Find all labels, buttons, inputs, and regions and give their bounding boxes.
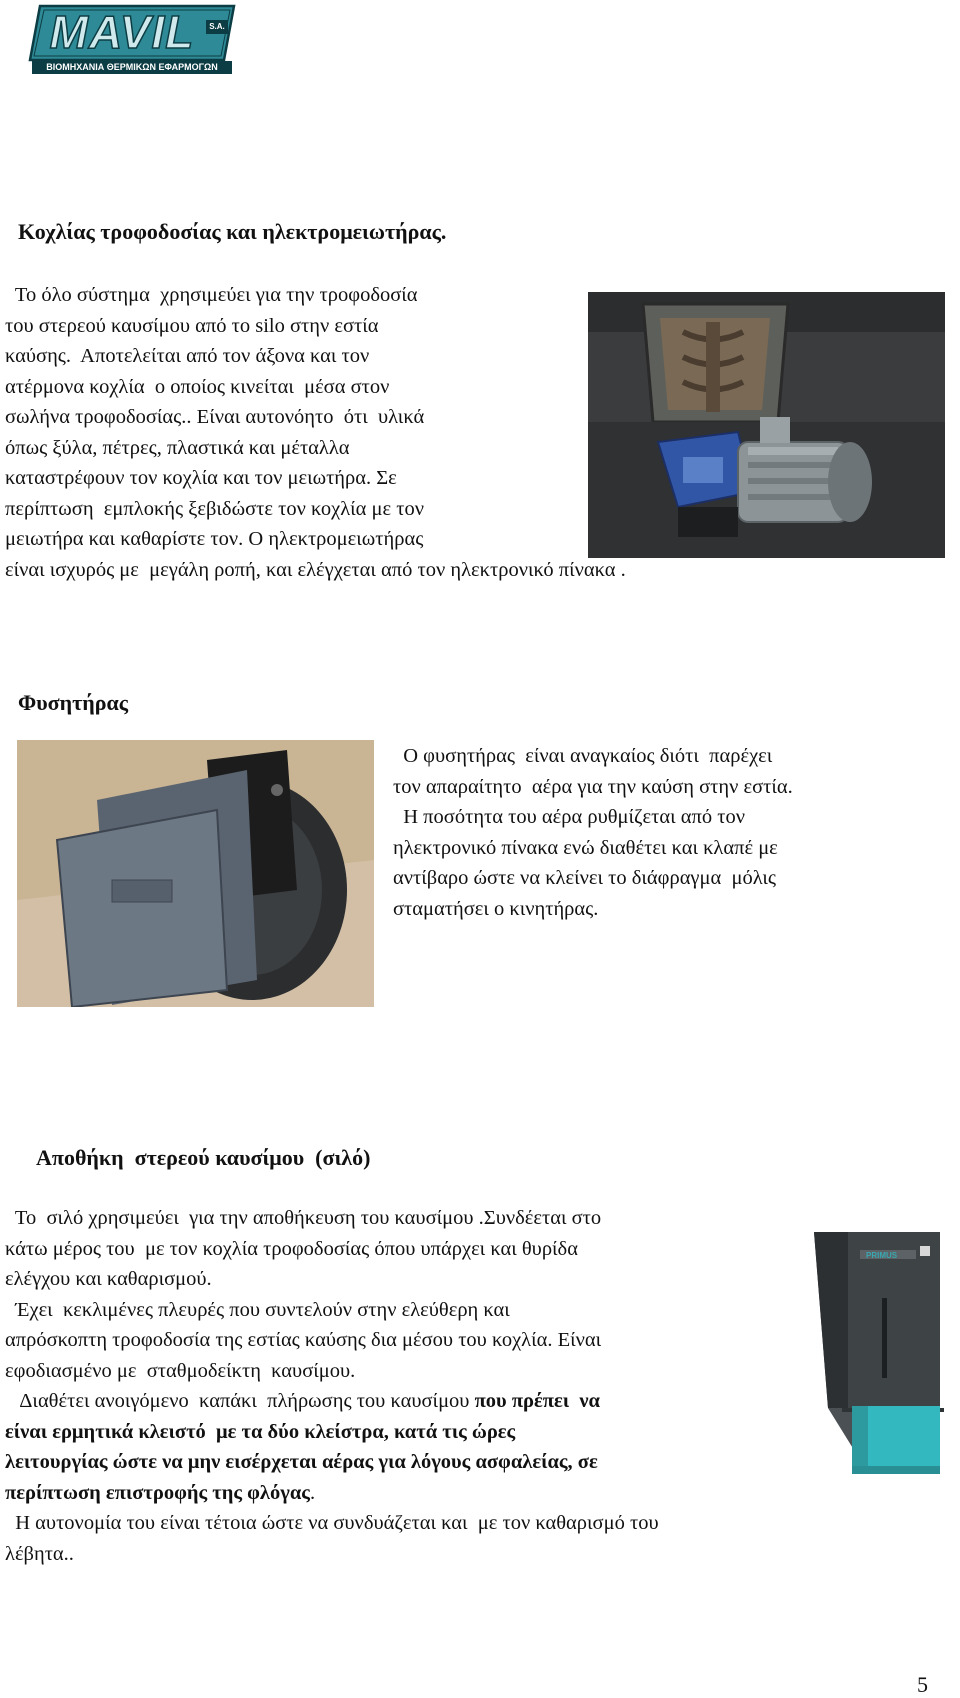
logo-wordmark: MAVIL	[49, 6, 195, 58]
logo-suffix: S.A.	[209, 22, 225, 31]
feeder-photo	[588, 292, 945, 558]
silo-brand-label: PRIMUS	[866, 1251, 898, 1260]
silo-line: λέβητα..	[5, 1542, 74, 1565]
silo-heading: Αποθήκη στερεού καυσίμου (σιλό)	[36, 1145, 371, 1170]
fan-text	[393, 741, 793, 924]
silo-warning-line	[5, 1386, 659, 1417]
warning-bold: περίπτωση επιστροφής της φλόγας	[5, 1481, 310, 1504]
feeder-text	[5, 280, 626, 585]
warning-bold: είναι ερμητικά κλειστό με τα δύο κλείστρα, κατά τις ώρες	[5, 1420, 516, 1443]
fan-photo	[17, 740, 374, 1007]
feeder-line: του στερεού καυσίμου από το silo στην εστία	[5, 314, 379, 337]
feeder-line: είναι ισχυρός με μεγάλη ροπή, και ελέγχεται από τον ηλεκτρονικό πίνακα .	[5, 558, 626, 581]
fan-line: ηλεκτρονικό πίνακα ενώ διαθέτει και κλαπέ με	[393, 836, 778, 859]
fan-line: τον απαραίτητο αέρα για την καύση στην εστία.	[393, 775, 793, 798]
fan-line: αντίβαρο ώστε να κλείνει το διάφραγμα μόλις	[393, 867, 777, 889]
warning-end: .	[309, 1481, 316, 1504]
feeder-line: περίπτωση εμπλοκής ξεβιδώστε τον κοχλία με τον	[5, 497, 425, 520]
silo-line: Το σιλό χρησιμεύει για την αποθήκευση του καυσίμου .Συνδέεται στο	[5, 1207, 602, 1229]
company-logo	[28, 4, 230, 74]
warning-bold: που πρέπει να	[474, 1390, 600, 1412]
silo-line: ελέγχου και καθαρισμού.	[5, 1268, 212, 1290]
silo-line: Η αυτονομία του είναι τέτοια ώστε να συνδυάζεται και με τον καθαρισμό του	[5, 1512, 659, 1534]
fan-heading: Φυσητήρας	[18, 690, 129, 715]
feeder-line: καύσης. Αποτελείται από τον άξονα και τον	[5, 345, 370, 367]
fan-line: Ο φυσητήρας είναι αναγκαίος διότι παρέχει	[393, 745, 773, 767]
fan-line: Η ποσότητα του αέρα ρυθμίζεται από τον	[393, 806, 745, 828]
feeder-line: όπως ξύλα, πέτρες, πλαστικά και μέταλλα	[5, 436, 350, 459]
silo-warning-line	[5, 1417, 659, 1448]
silo-line: εφοδιασμένο με σταθμοδείκτη καυσίμου.	[5, 1359, 356, 1382]
silo-line: Έχει κεκλιμένες πλευρές που συντελούν στην ελεύθερη και	[5, 1298, 510, 1321]
silo-warning-line	[5, 1478, 659, 1509]
feeder-line: μειωτήρα και καθαρίστε τον. Ο ηλεκτρομειωτήρας	[5, 528, 424, 550]
fan-line: σταματήσει ο κινητήρας.	[393, 897, 599, 920]
silo-line: απρόσκοπτη τροφοδοσία της εστίας καύσης δια μέσου του κοχλία. Είναι	[5, 1329, 602, 1351]
feeder-line: ατέρμονα κοχλία ο οποίος κινείται μέσα στον	[5, 375, 390, 398]
logo-subtitle: ΒΙΟΜΗΧΑΝΙΑ ΘΕΡΜΙΚΩΝ ΕΦΑΡΜΟΓΩΝ	[46, 62, 218, 72]
feeder-line: Το όλο σύστημα χρησιμεύει για την τροφοδοσία	[5, 284, 418, 306]
feeder-line: σωλήνα τροφοδοσίας.. Είναι αυτονόητο ότι υλικά	[5, 406, 425, 428]
silo-warning-line	[5, 1447, 659, 1478]
silo-photo	[808, 1228, 944, 1490]
feeder-line: καταστρέφουν τον κοχλία και τον μειωτήρα. Σε	[5, 467, 397, 489]
silo-text	[5, 1203, 659, 1569]
feeder-heading: Κοχλίας τροφοδοσίας και ηλεκτρομειωτήρας.	[18, 219, 447, 244]
silo-line: κάτω μέρος του με τον κοχλία τροφοδοσίας όπου υπάρχει και θυρίδα	[5, 1237, 578, 1260]
warning-intro: Διαθέτει ανοιγόμενο καπάκι πλήρωσης του καυσίμου	[5, 1390, 475, 1412]
page-number: 5	[917, 1672, 928, 1697]
warning-bold: λειτουργίας ώστε να μην εισέρχεται αέρας για λόγους ασφαλείας, σε	[5, 1451, 598, 1473]
